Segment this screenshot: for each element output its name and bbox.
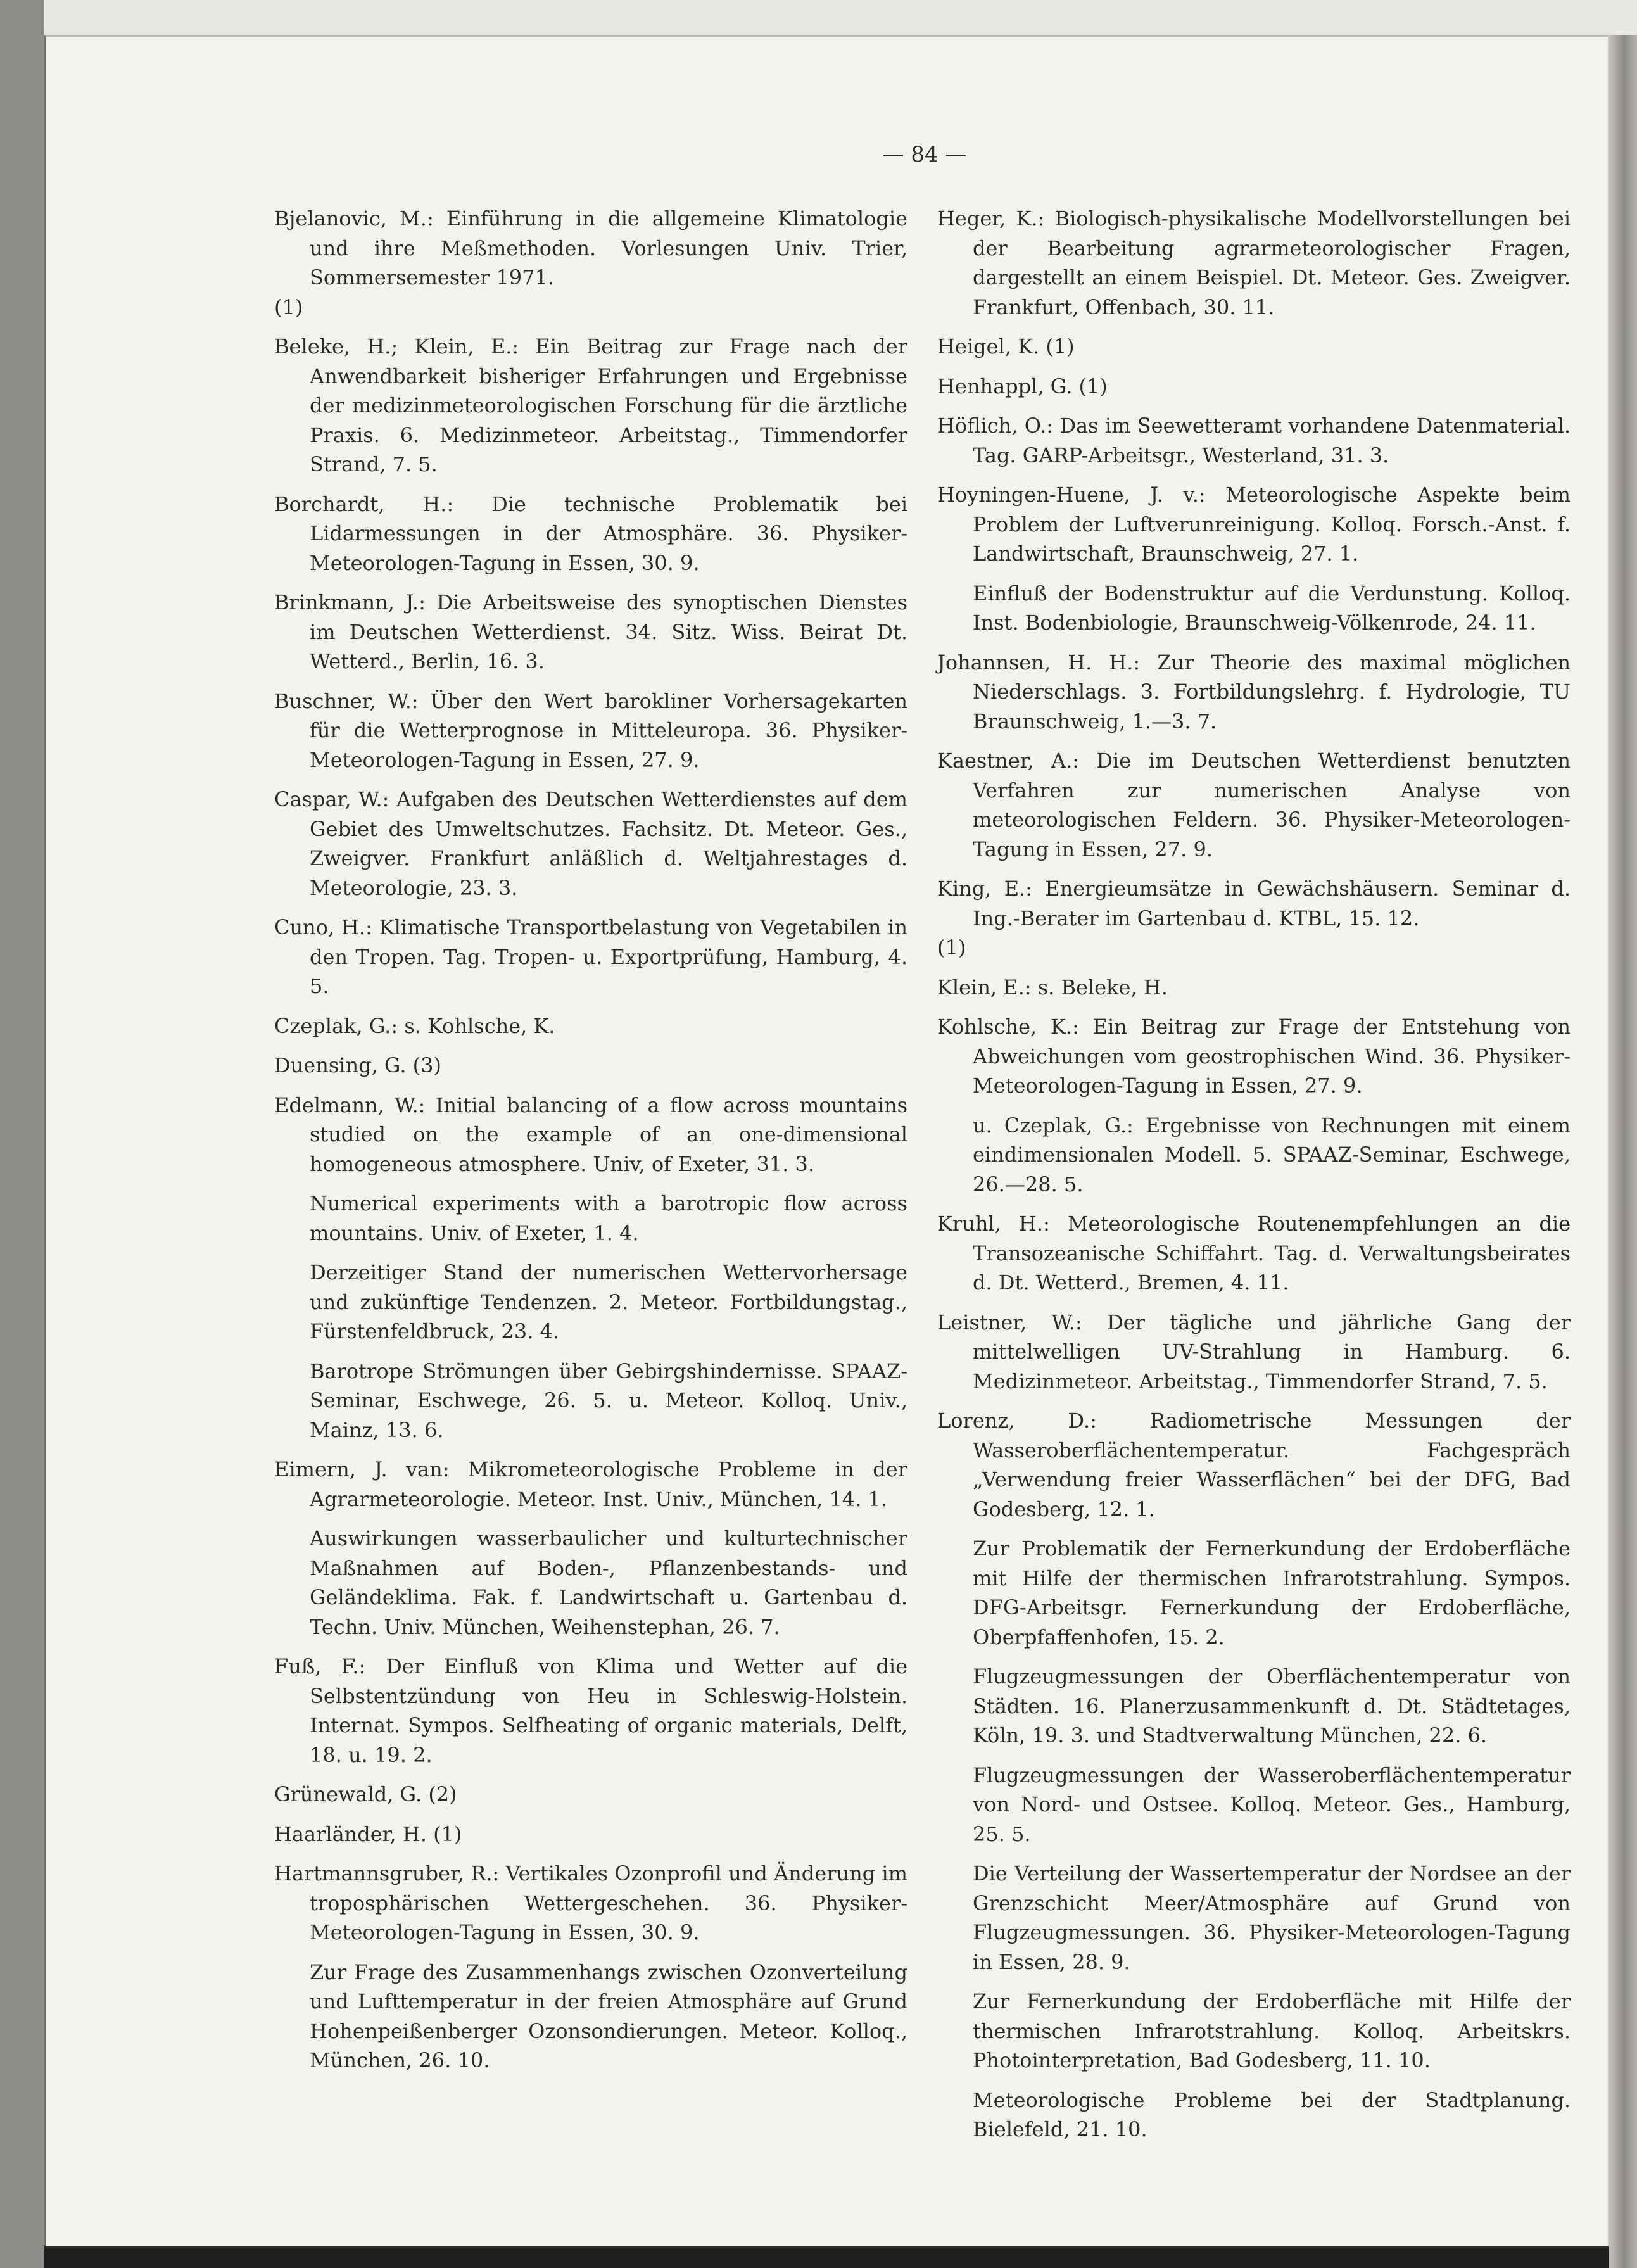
ruler-line	[44, 2246, 1609, 2248]
bibliography-continuation	[937, 1662, 1571, 1751]
bibliography-continuation	[937, 1859, 1571, 1977]
entry-text: Johannsen, H. H.: Zur Theorie des maximal möglichen Niederschlags. 3. Fortbildungslehrg. f. Hydrologie, TU Braunschweig, 1.—3. 7.	[937, 650, 1571, 733]
entry-text: Klein, E.: s. Beleke, H.	[937, 975, 1168, 999]
bibliography-continuation	[274, 1958, 907, 2075]
bibliography-column-left	[274, 204, 907, 2086]
bibliography-entry	[274, 1652, 907, 1770]
entry-text: Kaestner, A.: Die im Deutschen Wetterdienst benutzten Verfahren zur numerischen Analyse von meteorologischen Feldern. 36. Physiker-Meteorologen-Tagung in Essen, 27. 9.	[937, 749, 1571, 861]
entry-text: Leistner, W.: Der tägliche und jährliche Gang der mittelwelligen UV-Strahlung in Hamburg. 6. Medizinmeteor. Arbeitstag., Timmendorfer Strand, 7. 5.	[937, 1310, 1571, 1393]
bibliography-entry	[274, 687, 907, 775]
bibliography-entry	[274, 588, 907, 676]
bibliography-entry	[937, 332, 1571, 362]
entry-text: Brinkmann, J.: Die Arbeitsweise des synoptischen Dienstes im Deutschen Wetterdienst. 34. Sitz. Wiss. Beirat Dt. Wetterd., Berlin, 16. 3.	[274, 590, 907, 673]
bibliography-continuation	[274, 1357, 907, 1445]
entry-text: Grünewald, G. (2)	[274, 1782, 457, 1806]
entry-text: Zur Frage des Zusammenhangs zwischen Ozonverteilung und Lufttemperatur in der freien Atmosphäre auf Grund Hohenpeißenberger Ozonsondierungen. Meteor. Kolloq., München, 26. 10.	[310, 1960, 907, 2072]
entry-text: Cuno, H.: Klimatische Transportbelastung von Vegetabilen in den Tropen. Tag. Tropen- u. Exportprüfung, Hamburg, 4. 5.	[274, 915, 907, 998]
bibliography-entry	[937, 372, 1571, 402]
binding-shadow	[0, 0, 44, 2268]
bibliography-continuation	[274, 1258, 907, 1346]
bibliography-continuation	[937, 1111, 1571, 1200]
entry-text: Edelmann, W.: Initial balancing of a flow across mountains studied on the example of an one-dimensional homogeneous atmosphere. Univ, of Exeter, 31. 3.	[274, 1093, 907, 1176]
entry-text: Numerical experiments with a barotropic flow across mountains. Univ. of Exeter, 1. 4.	[310, 1191, 907, 1245]
entry-text: Flugzeugmessungen der Oberflächentemperatur von Städten. 16. Planerzusammenkunft d. Dt. Städtetages, Köln, 19. 3. und Stadtverwaltung München, 22. 6.	[973, 1664, 1571, 1747]
bibliography-entry	[274, 913, 907, 1001]
entry-text: Einfluß der Bodenstruktur auf die Verdunstung. Kolloq. Inst. Bodenbiologie, Braunschweig-Völkenrode, 24. 11.	[973, 581, 1571, 635]
bibliography-entry	[274, 1859, 907, 1948]
bibliography-continuation	[937, 2086, 1571, 2144]
entry-text: Derzeitiger Stand der numerischen Wettervorhersage und zukünftige Tendenzen. 2. Meteor. Fortbildungstag., Fürstenfeldbruck, 23. 4.	[310, 1260, 907, 1343]
bibliography-entry	[937, 1308, 1571, 1397]
entry-text: Zur Fernerkundung der Erdoberfläche mit Hilfe der thermischen Infrarotstrahlung. Kolloq. Arbeitskrs. Photointerpretation, Bad Godesberg, 11. 10.	[973, 1989, 1571, 2072]
bibliography-continuation	[937, 1534, 1571, 1652]
entry-text: Kruhl, H.: Meteorologische Routenempfehlungen an die Transozeanische Schiffahrt. Tag. d. Verwaltungsbeirates d. Dt. Wetterd., Bremen, 4. 11.	[937, 1212, 1571, 1295]
bibliography-entry	[274, 490, 907, 578]
entry-text: Die Verteilung der Wassertemperatur der Nordsee an der Grenzschicht Meer/Atmosphäre auf Grund von Flugzeugmessungen. 36. Physiker-Meteorologen-Tagung in Essen, 28. 9.	[973, 1861, 1571, 1974]
entry-reference-count: (1)	[274, 295, 303, 319]
bibliography-continuation	[274, 1524, 907, 1642]
bibliography-column-right	[937, 204, 1571, 2155]
bibliography-entry	[274, 785, 907, 903]
entry-text: Heger, K.: Biologisch-physikalische Modellvorstellungen bei der Bearbeitung agrarmeteorologischer Fragen, dargestellt an einem Beispiel. Dt. Meteor. Ges. Zweigver. Frankfurt, Offenbach, 30. 11.	[937, 206, 1571, 319]
bibliography-entry	[274, 204, 907, 322]
entry-text: Borchardt, H.: Die technische Problematik bei Lidarmessungen in der Atmosphäre. 36. Physiker-Meteorologen-Tagung in Essen, 30. 9.	[274, 491, 907, 575]
entry-text: King, E.: Energieumsätze in Gewächshäusern. Seminar d. Ing.-Berater im Gartenbau d. KTBL, 15. 12.	[937, 877, 1571, 930]
entry-text: Beleke, H.; Klein, E.: Ein Beitrag zur Frage nach der Anwendbarkeit bisheriger Erfahrungen und Ergebnisse der medizinmeteorologischen Forschung für die ärztliche Praxis. 6. Medizinmeteor. Arbeitstag., Timmendorfer Strand, 7. 5.	[274, 334, 907, 476]
bibliography-entry	[274, 1011, 907, 1041]
entry-text: u. Czeplak, G.: Ergebnisse von Rechnungen mit einem eindimensionalen Modell. 5. SPAAZ-Seminar, Eschwege, 26.—28. 5.	[973, 1113, 1571, 1196]
entry-text: Zur Problematik der Fernerkundung der Erdoberfläche mit Hilfe der thermischen Infrarotstrahlung. Sympos. DFG-Arbeitsgr. Fernerkundung der Erdoberfläche, Oberpfaffenhofen, 15. 2.	[973, 1536, 1571, 1649]
bibliography-entry	[937, 204, 1571, 322]
entry-text: Duensing, G. (3)	[274, 1053, 441, 1077]
entry-text: Lorenz, D.: Radiometrische Messungen der Wasseroberflächentemperatur. Fachgespräch „Verwendung freier Wasserflächen“ bei der DFG, Bad Godesberg, 12. 1.	[937, 1409, 1571, 1521]
bibliography-continuation	[274, 1189, 907, 1248]
bibliography-entry	[274, 1820, 907, 1849]
bibliography-entry	[937, 746, 1571, 864]
page-edge-stack	[1608, 35, 1637, 2268]
entry-text: Haarländer, H. (1)	[274, 1821, 462, 1846]
bibliography-entry	[937, 411, 1571, 470]
bibliography-continuation	[937, 1761, 1571, 1849]
bibliography-entry	[274, 1455, 907, 1514]
bibliography-entry	[274, 1780, 907, 1809]
entry-text: Henhappl, G. (1)	[937, 374, 1108, 398]
bibliography-entry	[937, 648, 1571, 737]
entry-text: Hartmannsgruber, R.: Vertikales Ozonprofil und Änderung im troposphärischen Wettergeschehen. 36. Physiker-Meteorologen-Tagung in Essen, 30. 9.	[274, 1861, 907, 1944]
entry-text: Bjelanovic, M.: Einführung in die allgemeine Klimatologie und ihre Meßmethoden. Vorlesungen Univ. Trier, Sommersemester 1971.	[274, 206, 907, 289]
entry-text: Barotrope Strömungen über Gebirgshindernisse. SPAAZ-Seminar, Eschwege, 26. 5. u. Meteor. Kolloq. Univ., Mainz, 13. 6.	[310, 1359, 907, 1442]
entry-text: Buschner, W.: Über den Wert barokliner Vorhersagekarten für die Wetterprognose in Mitteleuropa. 36. Physiker-Meteorologen-Tagung in Essen, 27. 9.	[274, 688, 907, 772]
bibliography-entry	[937, 1012, 1571, 1101]
entry-text: Flugzeugmessungen der Wasseroberflächentemperatur von Nord- und Ostsee. Kolloq. Meteor. Ges., Hamburg, 25. 5.	[973, 1763, 1571, 1846]
bibliography-entry	[937, 1406, 1571, 1524]
entry-text: Eimern, J. van: Mikrometeorologische Probleme in der Agrarmeteorologie. Meteor. Inst. Univ., München, 14. 1.	[274, 1457, 907, 1511]
entry-text: Auswirkungen wasserbaulicher und kulturtechnischer Maßnahmen auf Boden-, Pflanzenbestands- und Geländeklima. Fak. f. Landwirtschaft u. Gartenbau d. Techn. Univ. München, Weihenstephan, 26. 7.	[310, 1526, 907, 1639]
bibliography-continuation	[937, 579, 1571, 638]
bibliography-entry	[937, 1209, 1571, 1298]
entry-reference-count: (1)	[937, 935, 966, 960]
entry-text: Fuß, F.: Der Einfluß von Klima und Wetter auf die Selbstentzündung von Heu in Schleswig-Holstein. Internat. Sympos. Selfheating of organic materials, Delft, 18. u. 19. 2.	[274, 1654, 907, 1767]
entry-text: Hoyningen-Huene, J. v.: Meteorologische Aspekte beim Problem der Luftverunreinigung. Kolloq. Forsch.-Anst. f. Landwirtschaft, Braunschweig, 27. 1.	[937, 483, 1571, 566]
bibliography-entry	[274, 1091, 907, 1179]
entry-text: Czeplak, G.: s. Kohlsche, K.	[274, 1013, 555, 1038]
entry-text: Caspar, W.: Aufgaben des Deutschen Wetterdienstes auf dem Gebiet des Umweltschutzes. Fachsitz. Dt. Meteor. Ges., Zweigver. Frankfurt anläßlich d. Weltjahrestages d. Meteorologie, 23. 3.	[274, 787, 907, 900]
bibliography-entry	[274, 332, 907, 479]
entry-text: Heigel, K. (1)	[937, 334, 1075, 358]
entry-text: Höflich, O.: Das im Seewetteramt vorhandene Datenmaterial. Tag. GARP-Arbeitsgr., Westerland, 31. 3.	[937, 414, 1571, 467]
bibliography-entry	[274, 1051, 907, 1080]
scan-calibration-strip	[44, 2248, 1609, 2268]
entry-text: Meteorologische Probleme bei der Stadtplanung. Bielefeld, 21. 10.	[973, 2087, 1571, 2141]
entry-text: Kohlsche, K.: Ein Beitrag zur Frage der Entstehung von Abweichungen vom geostrophischen Wind. 36. Physiker-Meteorologen-Tagung in Essen, 27. 9.	[937, 1015, 1571, 1098]
bibliography-entry	[937, 973, 1571, 1003]
bibliography-continuation	[937, 1987, 1571, 2075]
page-number: — 84 —	[882, 142, 967, 167]
bibliography-entry	[937, 874, 1571, 963]
bibliography-entry	[937, 480, 1571, 569]
